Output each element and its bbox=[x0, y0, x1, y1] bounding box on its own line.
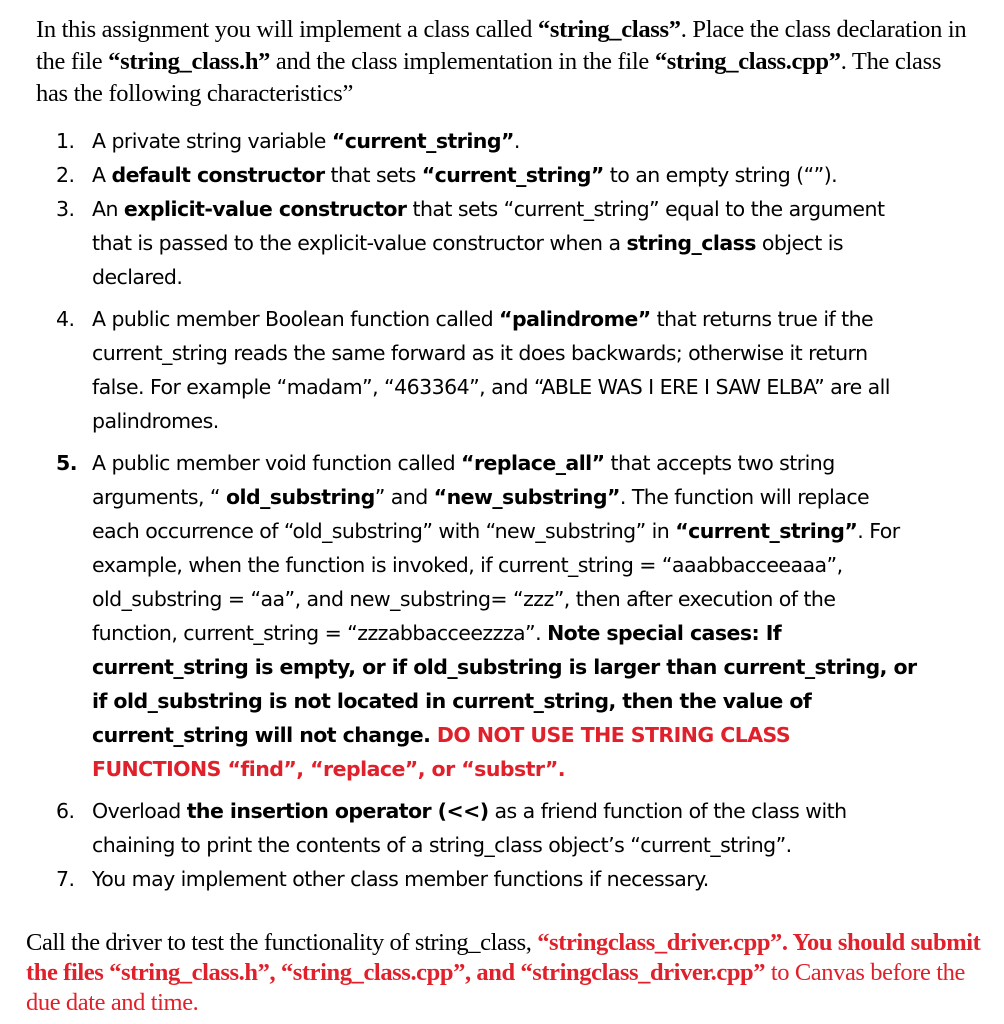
intro-text: and the class implementation in the file bbox=[270, 48, 655, 75]
item-text: A bbox=[92, 163, 112, 187]
warning-text: DO NOT USE THE STRING CLASS FUNCTIONS “find”, “replace”, or “substr”. bbox=[92, 723, 791, 781]
item-text: A public member Boolean function called bbox=[92, 307, 500, 331]
item-bold: the insertion operator (<<) bbox=[186, 799, 489, 823]
list-number: 4. bbox=[56, 307, 75, 331]
item-bold: “current_string” bbox=[421, 163, 604, 187]
list-number: 5. bbox=[56, 451, 77, 475]
list-number: 6. bbox=[56, 799, 75, 823]
item-bold: string_class bbox=[626, 231, 756, 255]
list-item-6 bbox=[0, 794, 922, 862]
item-bold: default constructor bbox=[111, 163, 325, 187]
item-bold: “current_string” bbox=[331, 129, 514, 153]
item-text: that sets “current_string” equal to the argument that is passed to the explicit-value constructor when a bbox=[92, 197, 885, 255]
list-number: 3. bbox=[56, 197, 75, 221]
item-text: . The function will replace each occurrence of “old_substring” with “new_substring” in bbox=[92, 485, 870, 543]
item-text: as a friend function of the class with chaining to print the contents of a string_class object’s “current_string”. bbox=[92, 799, 847, 857]
item-text: . For example, when the function is invoked, if current_string = “aaabbacceeaaa”, old_substring = “aa”, and new_substring= “zzz”, then after execution of the function, current_string = “zzzabbacceezzza”. bbox=[92, 519, 900, 645]
item-text: A private string variable bbox=[92, 129, 332, 153]
list-number: 7. bbox=[56, 867, 75, 891]
list-item-7 bbox=[0, 862, 922, 896]
intro-header-file: “string_class.h” bbox=[108, 48, 271, 75]
list-number: 2. bbox=[56, 163, 75, 187]
footer-paragraph bbox=[26, 928, 986, 1018]
footer-text: Call the driver to test the functionality of string_class, bbox=[26, 929, 538, 956]
special-cases-note: Note special cases: If current_string is empty, or if old_substring is larger than current_string, or if old_substring is not located in current_string, then the value of current_string will not change. bbox=[92, 621, 917, 747]
item-text: that sets bbox=[324, 163, 422, 187]
item-bold: “replace_all” bbox=[461, 451, 605, 475]
item-bold: explicit-value constructor bbox=[123, 197, 407, 221]
list-number: 1. bbox=[56, 129, 75, 153]
submission-deadline: to Canvas before the due date and time. bbox=[26, 959, 965, 1016]
requirements-list bbox=[0, 124, 1004, 896]
item-text: to an empty string (“”). bbox=[603, 163, 838, 187]
intro-cpp-file: “string_class.cpp” bbox=[654, 48, 841, 75]
intro-text: . The class has the following characteristics” bbox=[36, 48, 942, 107]
intro-text: In this assignment you will implement a class called bbox=[36, 16, 538, 43]
item-text: . bbox=[513, 129, 520, 153]
item-bold: “palindrome” bbox=[499, 307, 651, 331]
item-text: object is declared. bbox=[92, 231, 844, 289]
item-text: Overload bbox=[92, 799, 187, 823]
item-text: that returns true if the current_string reads the same forward as it does backwards; otherwise it return false. For example “madam”, “463364”, and “ABLE WAS I ERE I SAW ELBA” are all palindromes. bbox=[92, 307, 890, 433]
list-item-1 bbox=[0, 124, 922, 158]
item-text: that accepts two string arguments, “ bbox=[92, 451, 835, 509]
item-text: You may implement other class member functions if necessary. bbox=[92, 867, 709, 891]
list-item-5 bbox=[0, 446, 922, 786]
submission-files: “stringclass_driver.cpp”. You should submit the files “string_class.h”, “string_class.cpp”, and “stringclass_driver.cpp” bbox=[26, 929, 981, 986]
item-bold: “new_substring” bbox=[433, 485, 620, 509]
intro-class-name: “string_class” bbox=[537, 16, 681, 43]
item-bold: old_substring bbox=[225, 485, 375, 509]
item-bold: “current_string” bbox=[675, 519, 858, 543]
list-item-3 bbox=[0, 192, 922, 294]
list-item-4 bbox=[0, 302, 922, 438]
item-text: ” and bbox=[374, 485, 434, 509]
intro-text: . Place the class declaration in the file bbox=[36, 16, 967, 75]
item-text: An bbox=[92, 197, 124, 221]
list-item-2 bbox=[0, 158, 922, 192]
item-text: A public member void function called bbox=[92, 451, 462, 475]
intro-paragraph bbox=[36, 14, 976, 110]
